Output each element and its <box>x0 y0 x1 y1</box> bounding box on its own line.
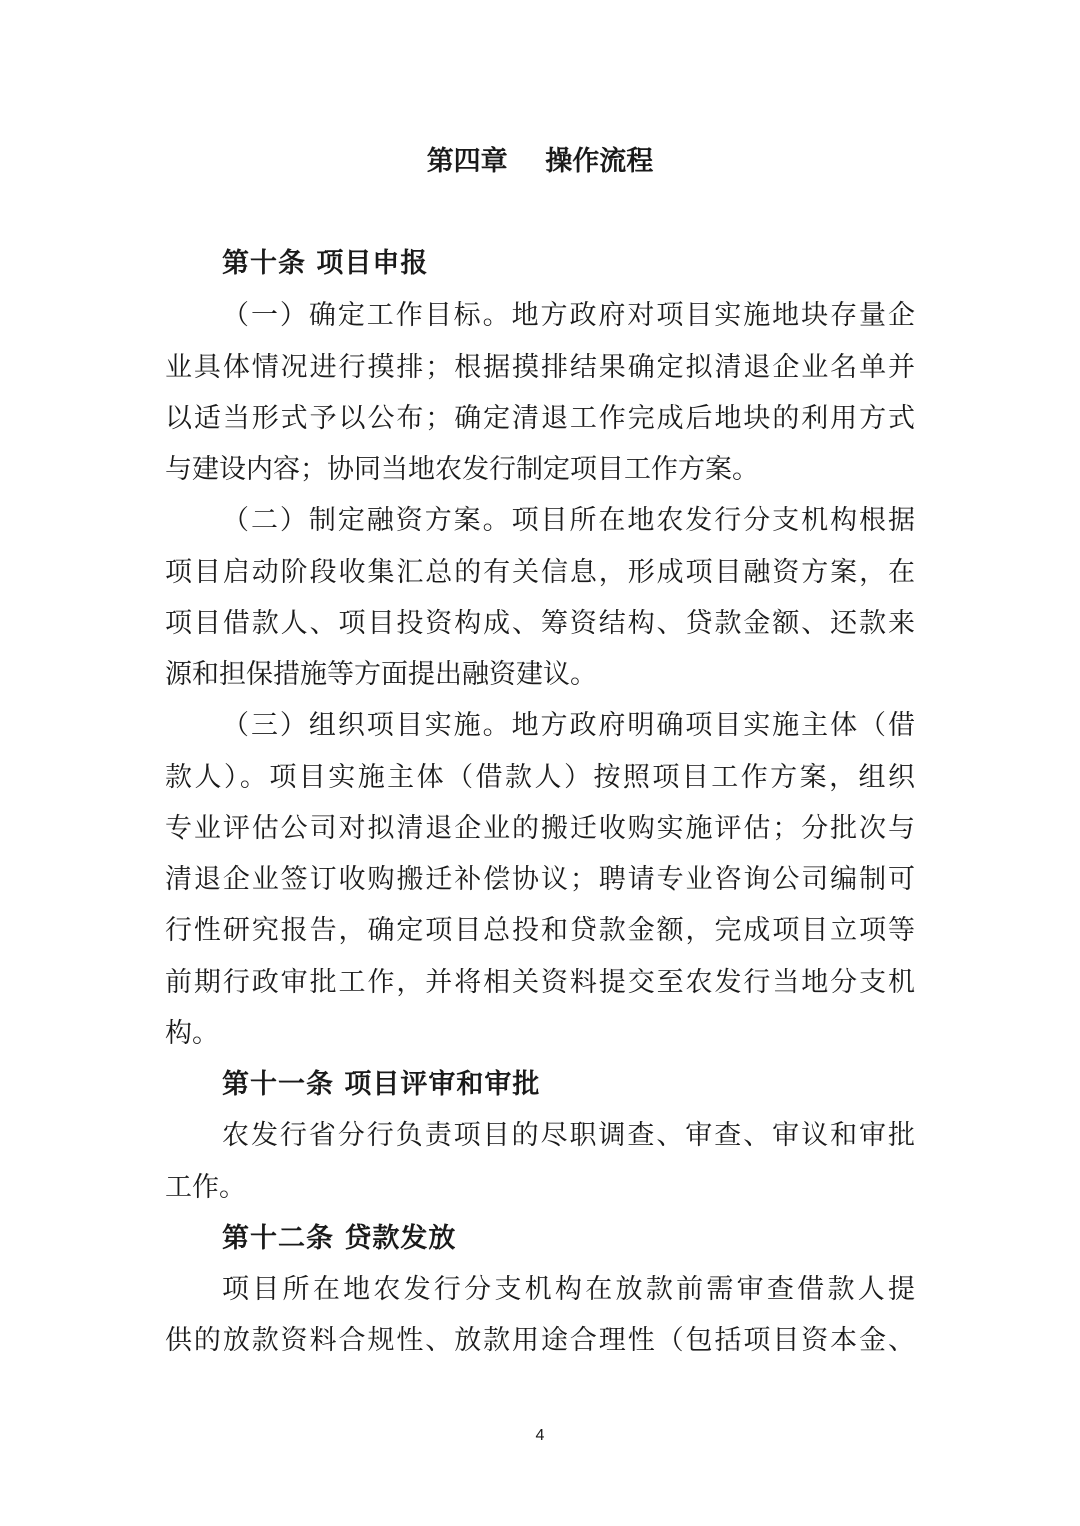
article-11-heading: 第十一条 项目评审和审批 <box>222 1069 541 1100</box>
paragraph-line: 与建设内容；协同当地农发行制定项目工作方案。 <box>165 454 759 485</box>
paragraph-line: 项目借款人、项目投资构成、筹资结构、贷款金额、还款来 <box>165 608 915 639</box>
paragraph-line: 工作。 <box>165 1172 246 1203</box>
article-10-heading: 第十条 项目申报 <box>222 248 429 279</box>
paragraph-line: 项目启动阶段收集汇总的有关信息，形成项目融资方案，在 <box>165 557 915 588</box>
paragraph-line: 款人）。项目实施主体（借款人）按照项目工作方案，组织 <box>165 762 915 793</box>
paragraph-line: 源和担保措施等方面提出融资建议。 <box>165 659 597 690</box>
paragraph-line: 构。 <box>165 1018 219 1049</box>
paragraph-line: 清退企业签订收购搬迁补偿协议；聘请专业咨询公司编制可 <box>165 864 915 895</box>
paragraph-line: 农发行省分行负责项目的尽职调查、审查、审议和审批 <box>222 1120 915 1151</box>
paragraph-line: 业具体情况进行摸排；根据摸排结果确定拟清退企业名单并 <box>165 352 915 383</box>
paragraph-line: （三）组织项目实施。地方政府明确项目实施主体（借 <box>222 710 915 741</box>
chapter-title: 第四章 操作流程 <box>426 146 654 177</box>
paragraph-line: 项目所在地农发行分支机构在放款前需审查借款人提 <box>222 1274 915 1305</box>
paragraph-line: 行性研究报告，确定项目总投和贷款金额，完成项目立项等 <box>165 915 915 946</box>
paragraph-line: 以适当形式予以公布；确定清退工作完成后地块的利用方式 <box>165 403 915 434</box>
paragraph-line: （一）确定工作目标。地方政府对项目实施地块存量企 <box>222 300 915 331</box>
page-number: 4 <box>535 1427 545 1444</box>
article-12-heading: 第十二条 贷款发放 <box>222 1223 457 1254</box>
paragraph-line: 专业评估公司对拟清退企业的搬迁收购实施评估；分批次与 <box>165 813 915 844</box>
paragraph-line: 供的放款资料合规性、放款用途合理性（包括项目资本金、 <box>165 1325 915 1356</box>
paragraph-line: 前期行政审批工作，并将相关资料提交至农发行当地分支机 <box>165 967 915 998</box>
paragraph-line: （二）制定融资方案。项目所在地农发行分支机构根据 <box>222 505 915 536</box>
